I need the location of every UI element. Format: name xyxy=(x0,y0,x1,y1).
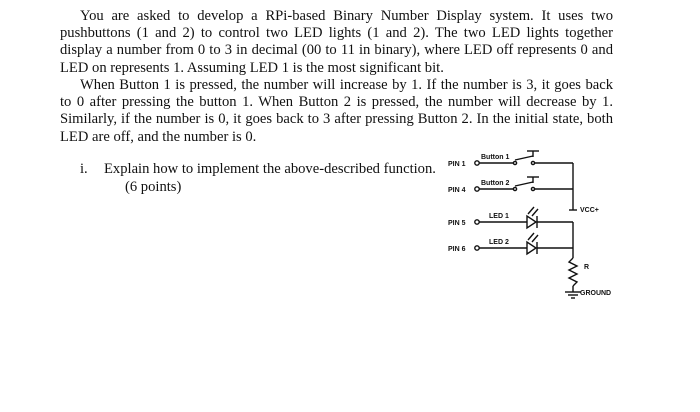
led-1-label: LED 1 xyxy=(489,213,509,220)
led-2-label: LED 2 xyxy=(489,239,509,246)
pin-5-label: PIN 5 xyxy=(448,220,466,227)
button-1-label: Button 1 xyxy=(481,154,510,161)
problem-paragraph-1: You are asked to develop a RPi-based Binary Number Display system. It uses two pushbuttons (1 and 2) to control two LED lights (1 and 2). The two LED lights together display a number from 0 to 3 in decimal (00 to 11 in binary), where LED off represents 0 and LED on represents 1. Assuming LED 1 is the most significant bit. xyxy=(60,8,613,76)
resistor-symbol xyxy=(569,258,577,286)
question-number: i. xyxy=(80,161,88,177)
pin-1-label: PIN 1 xyxy=(448,161,466,168)
question-points: (6 points) xyxy=(125,179,182,195)
vcc-label: VCC+ xyxy=(580,207,599,214)
pin-4-label: PIN 4 xyxy=(448,187,466,194)
ground-symbol xyxy=(565,292,581,298)
pin-6-label: PIN 6 xyxy=(448,246,466,253)
problem-paragraph-2: When Button 1 is pressed, the number will increase by 1. If the number is 3, it goes back to 0 after pressing the button 1. When Button 2 is pressed, the number will decrease by 1. Similarly, if the number is 0, it goes back to 3 after pressing Button 2. In the initial state, both LED are off, and the number is 0. xyxy=(60,77,613,145)
question-text: Explain how to implement the above-described function. xyxy=(104,161,436,177)
ground-label: GROUND xyxy=(580,290,612,297)
resistor-label: R xyxy=(584,264,590,271)
button-2-label: Button 2 xyxy=(481,180,510,187)
